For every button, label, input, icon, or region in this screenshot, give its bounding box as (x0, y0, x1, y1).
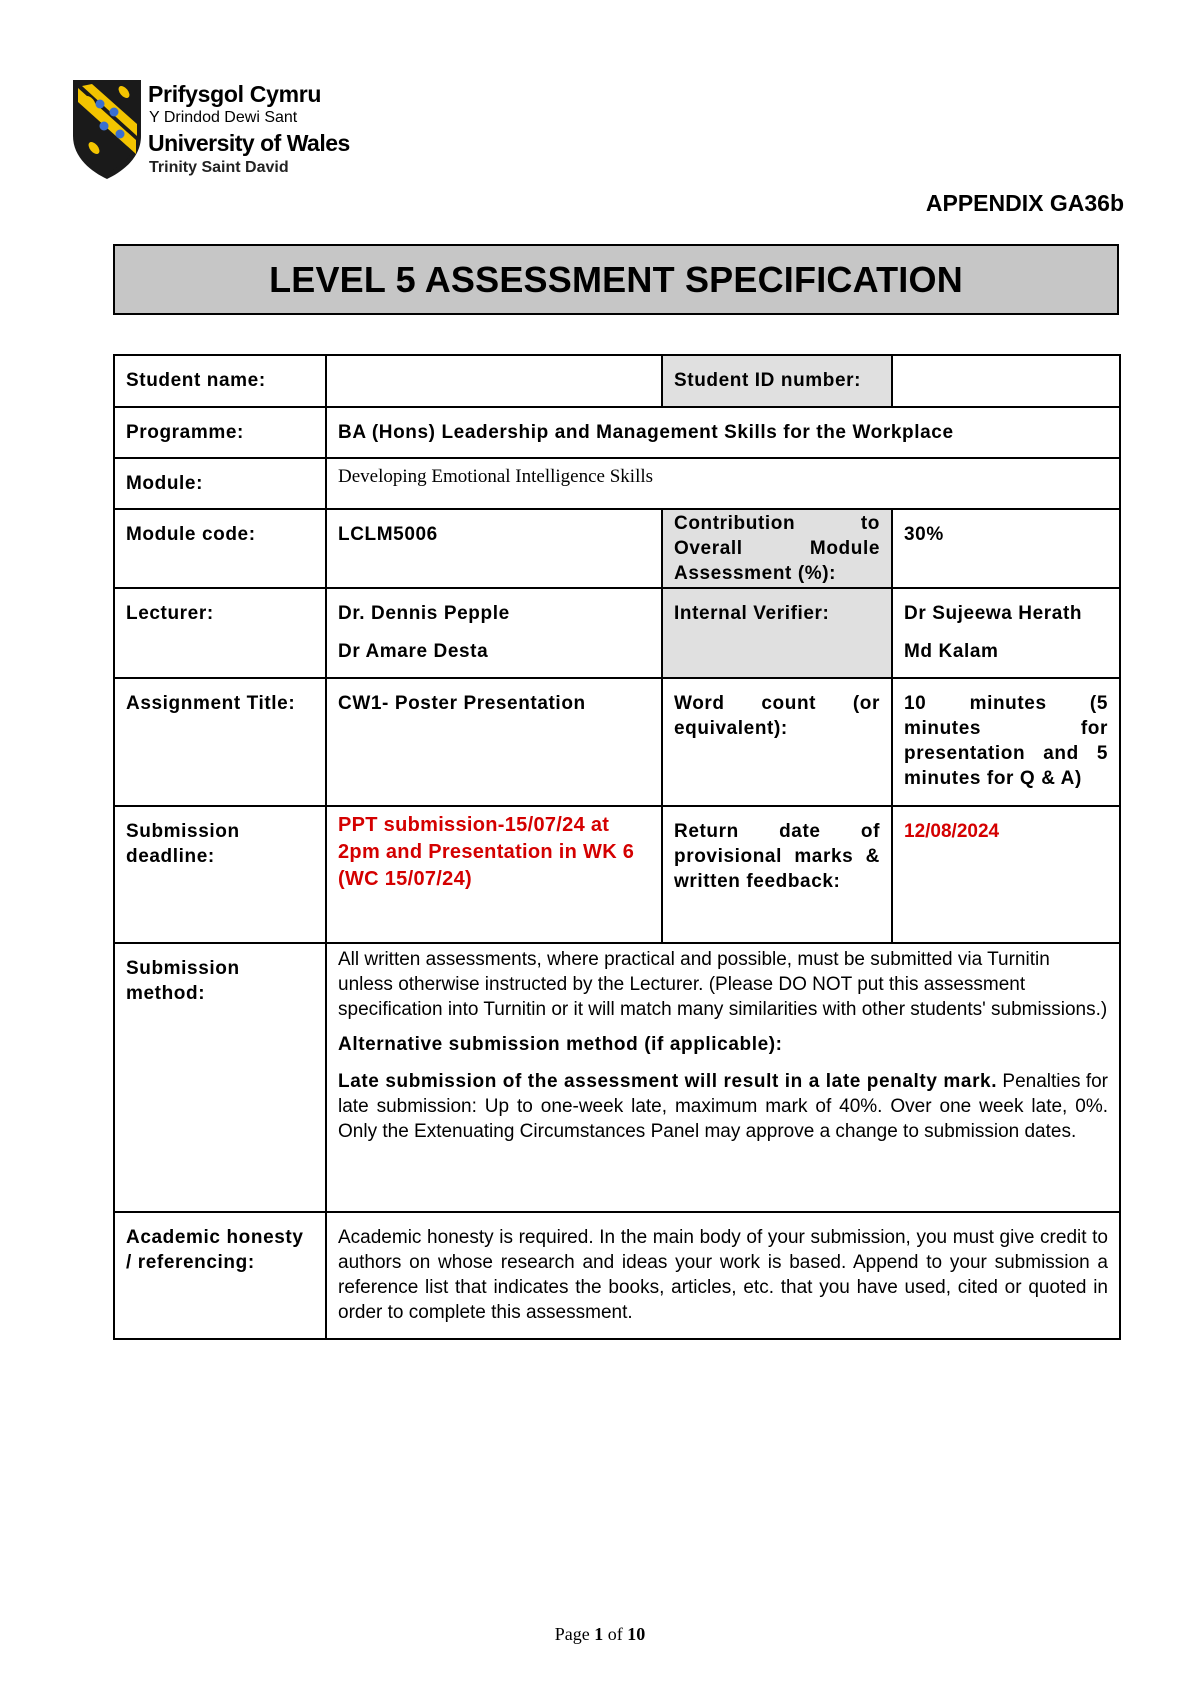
logo-line-1: Prifysgol Cymru (148, 81, 322, 107)
table-row (114, 407, 1120, 458)
alternative-method-text: Alternative submission method (if applicable): (338, 1034, 783, 1055)
page-number: 1 (594, 1624, 604, 1644)
late-penalty-detail: Penalties for late submission: Up to one-week late, maximum mark of 40%. Over one week late, 0%. Only the Extenuating Circumstances Panel may approve a change to submission dates. (338, 1071, 1109, 1142)
lecturer-value (326, 588, 662, 678)
logo-line-4: Trinity Saint David (149, 159, 289, 176)
title-box (113, 244, 1119, 315)
programme-value: BA (Hons) Leadership and Management Skills for the Workplace (326, 407, 1120, 458)
academic-honesty-label: Academic honesty / referencing: (114, 1212, 326, 1339)
logo-line-2: Y Drindod Dewi Sant (149, 109, 298, 126)
student-name-field[interactable] (326, 355, 662, 407)
module-code-value: LCLM5006 (326, 509, 662, 588)
verifier-value (892, 588, 1120, 678)
verifier-name: Dr Sujeewa Herath (904, 603, 1083, 624)
contribution-value: 30% (892, 509, 1120, 588)
word-count-label: Word count (or equivalent): (662, 678, 892, 806)
table-row (114, 678, 1120, 806)
assessment-spec-table (113, 354, 1121, 1340)
appendix-label: APPENDIX GA36b (925, 190, 1124, 216)
contribution-label: Contribution to Overall Module Assessment (%): (662, 509, 892, 588)
lecturer-label: Lecturer: (114, 588, 326, 678)
student-name-label: Student name: (114, 355, 326, 407)
module-label: Module: (114, 458, 326, 509)
lecturer-name: Dr. Dennis Pepple (338, 603, 510, 624)
module-code-label: Module code: (114, 509, 326, 588)
page-word: Page (554, 1624, 590, 1644)
university-logo (70, 78, 370, 182)
table-row (114, 1212, 1120, 1339)
submission-method-value (326, 943, 1120, 1212)
verifier-name: Md Kalam (904, 641, 999, 662)
table-row (114, 588, 1120, 678)
table-row (114, 355, 1120, 407)
page-footer (0, 1624, 1200, 1645)
student-id-label: Student ID number: (662, 355, 892, 407)
module-value: Developing Emotional Intelligence Skills (326, 458, 1120, 509)
table-row (114, 509, 1120, 588)
word-count-value: 10 minutes (5 minutes for presentation and 5 minutes for Q & A) (892, 678, 1120, 806)
student-id-field[interactable] (892, 355, 1120, 407)
page-total: 10 (627, 1624, 646, 1644)
table-row (114, 458, 1120, 509)
return-date-label: Return date of provisional marks & written feedback: (662, 806, 892, 943)
lecturer-name: Dr Amare Desta (338, 641, 489, 662)
programme-label: Programme: (114, 407, 326, 458)
table-row (114, 943, 1120, 1212)
assignment-title-label: Assignment Title: (114, 678, 326, 806)
late-penalty-heading: Late submission of the assessment will result in a late penalty mark. (338, 1071, 998, 1092)
crest-shield-icon (70, 78, 144, 180)
of-word: of (607, 1624, 623, 1644)
verifier-label: Internal Verifier: (662, 588, 892, 678)
submission-method-label: Submission method: (114, 943, 326, 1212)
table-row (114, 806, 1120, 943)
deadline-label: Submission deadline: (114, 806, 326, 943)
academic-honesty-text: Academic honesty is required. In the main body of your submission, you must give credit to authors on whose research and ideas your work is based. Append to your submission a reference list that indicates the books, articles, etc. that you have used, cited or quoted in order to complete this assessment. (326, 1212, 1120, 1339)
late-penalty-text (338, 1069, 1108, 1144)
return-date-value: 12/08/2024 (892, 806, 1120, 943)
deadline-value: PPT submission-15/07/24 at 2pm and Presentation in WK 6 (WC 15/07/24) (326, 806, 662, 943)
assignment-title-value: CW1- Poster Presentation (326, 678, 662, 806)
page-title: LEVEL 5 ASSESSMENT SPECIFICATION (269, 258, 963, 300)
submission-method-text: All written assessments, where practical and possible, must be submitted via Turnitin unless otherwise instructed by the Lecturer. (Please DO NOT put this assessment specification into Turnitin or it will match many similarities with other students' submissions.) (338, 949, 1108, 1020)
logo-line-3: University of Wales (148, 130, 350, 156)
